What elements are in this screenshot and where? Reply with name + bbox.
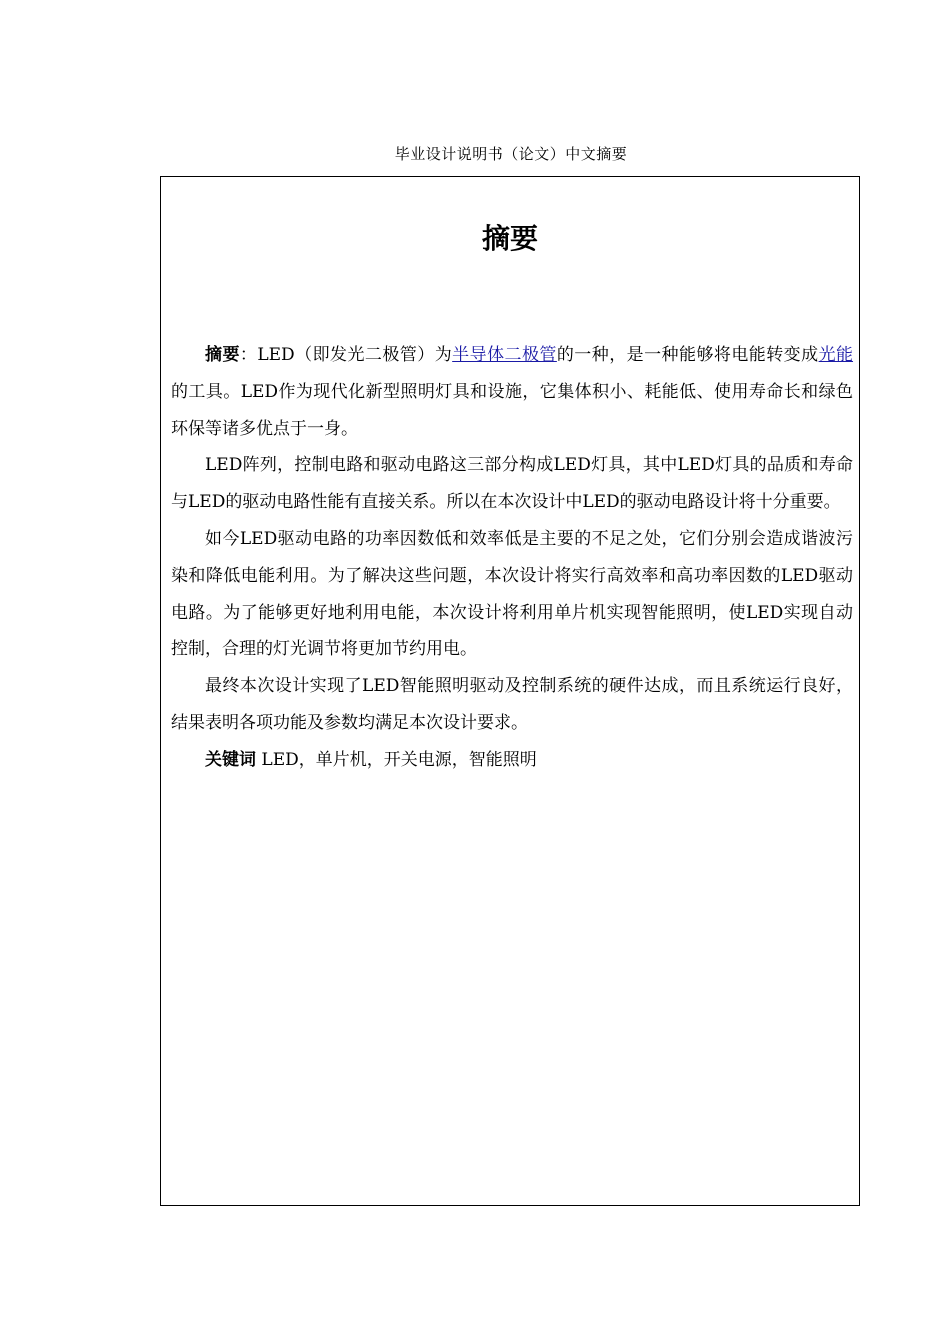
- abstract-label-colon: ：: [239, 345, 258, 365]
- keywords-line: [171, 742, 853, 779]
- abstract-paragraph-3: 如今LED驱动电路的功率因数低和效率低是主要的不足之处，它们分别会造成谐波污染和降低电能利用。为了解决这些问题，本次设计将实行高效率和高功率因数的LED驱动电路。为了能够更好地利用电能，本次设计将利用单片机实现智能照明，使LED实现自动控制，合理的灯光调节将更加节约用电。: [171, 528, 853, 660]
- abstract-paragraph-2: LED阵列，控制电路和驱动电路这三部分构成LED灯具，其中LED灯具的品质和寿命与LED的驱动电路性能有直接关系。所以在本次设计中LED的驱动电路设计将十分重要。: [171, 455, 853, 513]
- abstract-title: 摘要: [481, 222, 538, 255]
- light-energy-link[interactable]: 光能: [818, 345, 854, 365]
- abstract-body: [171, 337, 853, 779]
- abstract-label: 摘要: [205, 345, 240, 365]
- para1-text-b: 的一种，是一种能够将电能转变成: [556, 345, 819, 365]
- para1-text-a: LED（即发光二极管）为: [257, 345, 453, 365]
- abstract-paragraph-4: 最终本次设计实现了LED智能照明驱动及控制系统的硬件达成，而且系统运行良好，结果表明各项功能及参数均满足本次设计要求。: [171, 676, 853, 733]
- keywords-label: 关键词: [205, 749, 256, 770]
- keywords-text: LED，单片机，开关电源，智能照明: [256, 749, 537, 770]
- para1-text-c: 的工具。LED作为现代化新型照明灯具和设施，它集体积小、耗能低、使用寿命长和绿色环保等诸多优点于一身。: [171, 381, 853, 439]
- abstract-frame: [160, 176, 860, 1206]
- page-header: 毕业设计说明书（论文）中文摘要: [394, 145, 628, 163]
- semiconductor-diode-link[interactable]: 半导体二极管: [452, 345, 557, 365]
- abstract-paragraph-1: [171, 337, 853, 447]
